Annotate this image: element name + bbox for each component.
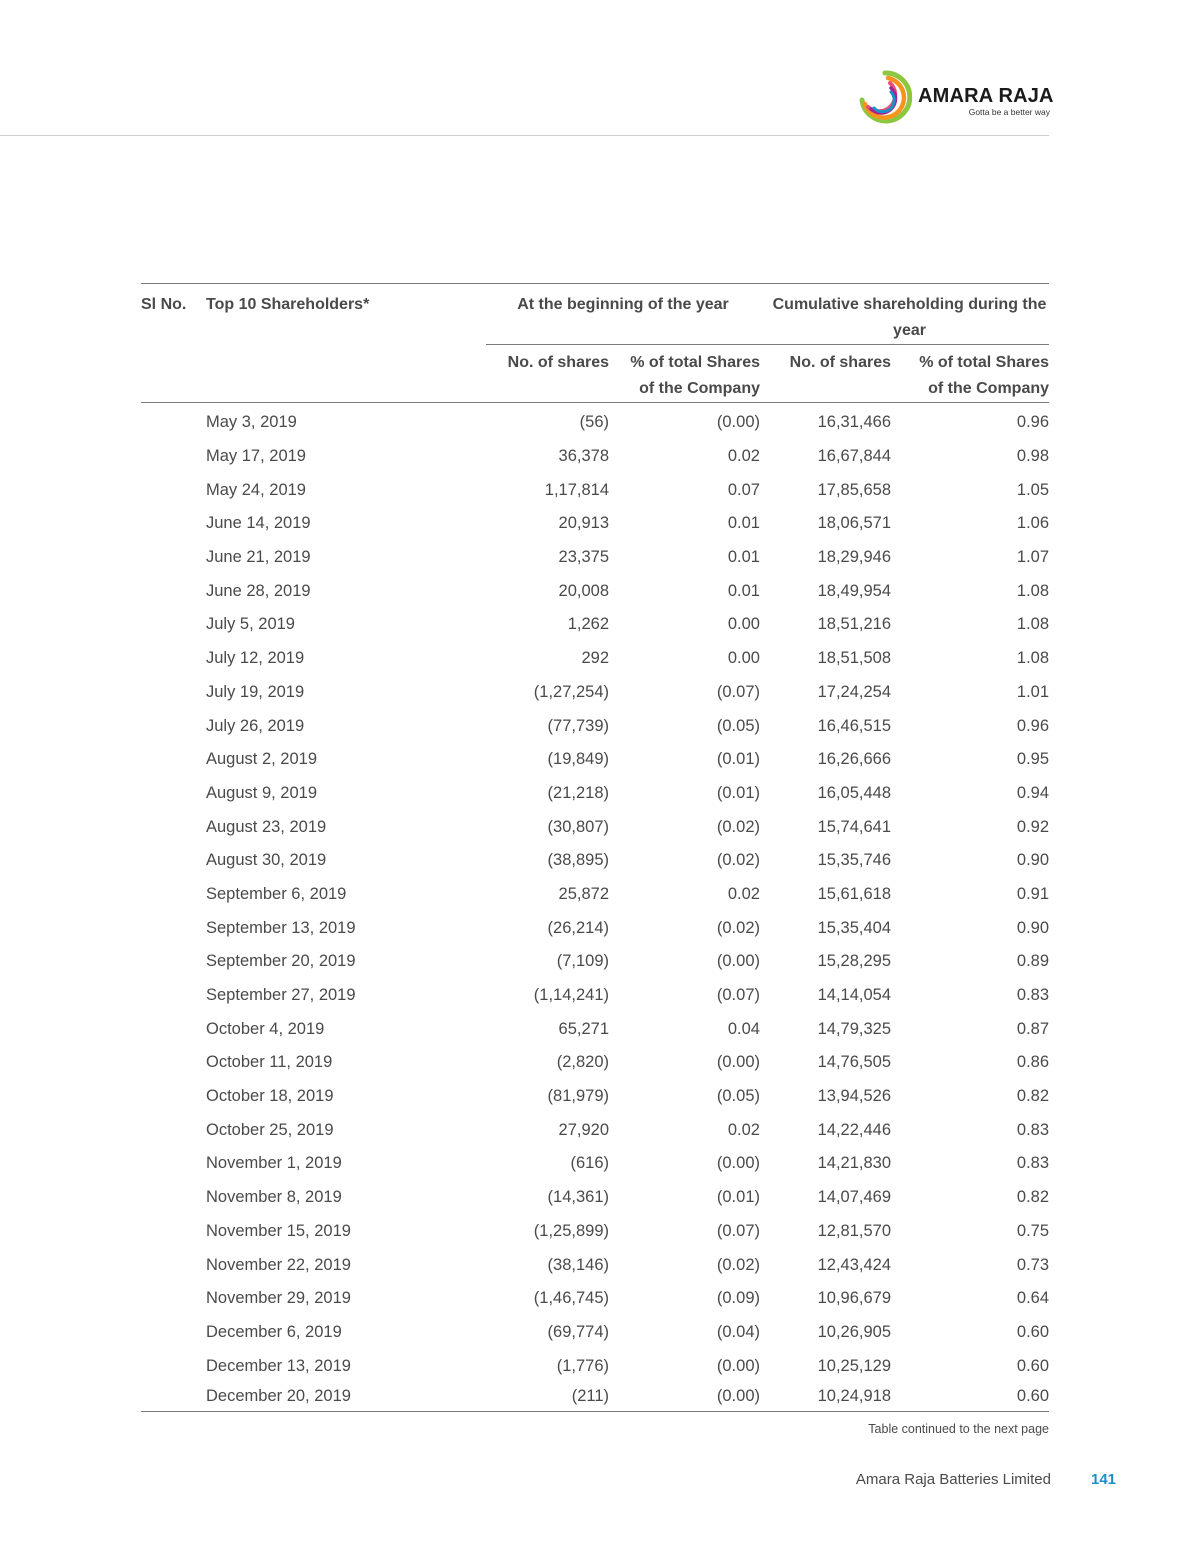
cell-date: September 13, 2019 xyxy=(206,918,356,937)
table-row xyxy=(141,777,1049,811)
cell-date: November 8, 2019 xyxy=(206,1188,342,1207)
cell-cumulative-shares: 18,51,508 xyxy=(817,649,891,668)
cell-cumulative-pct: 0.73 xyxy=(1016,1255,1050,1274)
cell-date: October 18, 2019 xyxy=(206,1087,334,1106)
cell-date: October 11, 2019 xyxy=(206,1053,333,1072)
cell-date: August 9, 2019 xyxy=(206,783,318,802)
cell-date: July 5, 2019 xyxy=(206,615,295,634)
cell-pct: (0.09) xyxy=(716,1289,760,1308)
cell-sl-no xyxy=(141,1383,206,1412)
cell-sl-no xyxy=(141,541,206,575)
cell-sl-no xyxy=(141,1147,206,1181)
cell-cumulative-pct: 0.82 xyxy=(1016,1087,1050,1106)
table-row xyxy=(141,440,1049,474)
table-row xyxy=(141,979,1049,1013)
cell-shares: (211) xyxy=(486,1383,609,1412)
cell-sl-no xyxy=(141,473,206,507)
cell-date: May 17, 2019 xyxy=(206,447,306,466)
cell-date: November 1, 2019 xyxy=(206,1154,342,1173)
cell-cumulative-shares: 15,74,641 xyxy=(817,817,891,836)
table-row xyxy=(141,473,1049,507)
cell-cumulative-shares: 16,46,515 xyxy=(817,716,891,735)
cell-sl-no xyxy=(141,878,206,912)
cell-shares: 20,913 xyxy=(558,514,609,533)
cell-shares: (38,146) xyxy=(547,1255,609,1274)
cell-pct: 0.02 xyxy=(727,447,760,466)
cell-cumulative-shares: 10,24,918 xyxy=(760,1383,891,1412)
cell-cumulative-pct: 0.83 xyxy=(1016,1120,1050,1139)
table-row xyxy=(141,709,1049,743)
cell-sl-no xyxy=(141,945,206,979)
cell-sl-no xyxy=(141,1012,206,1046)
cell-cumulative-shares: 17,85,658 xyxy=(817,480,891,499)
cell-pct: (0.00) xyxy=(716,1356,760,1375)
cell-pct: (0.02) xyxy=(716,817,760,836)
cell-sl-no xyxy=(141,911,206,945)
cell-sl-no xyxy=(141,1080,206,1114)
cell-pct: (0.01) xyxy=(716,750,760,769)
cell-sl-no xyxy=(141,1248,206,1282)
cell-sl-no xyxy=(141,979,206,1013)
cell-date: November 22, 2019 xyxy=(206,1255,351,1274)
header-no-of-shares-beginning: No. of shares xyxy=(486,345,609,403)
table-row xyxy=(141,1046,1049,1080)
cell-date: August 23, 2019 xyxy=(206,817,327,836)
cell-sl-no xyxy=(141,440,206,474)
cell-pct: (0.00) xyxy=(716,1154,760,1173)
cell-cumulative-pct: 0.89 xyxy=(1016,952,1050,971)
table-continued-note: Table continued to the next page xyxy=(868,1422,1049,1436)
cell-sl-no xyxy=(141,507,206,541)
cell-date: December 13, 2019 xyxy=(206,1356,351,1375)
cell-cumulative-shares: 15,35,746 xyxy=(817,851,891,870)
cell-cumulative-pct: 0.82 xyxy=(1016,1188,1050,1207)
cell-shares: 1,17,814 xyxy=(544,480,609,499)
cell-pct: (0.00) xyxy=(716,1053,760,1072)
cell-cumulative-pct: 0.92 xyxy=(1016,817,1050,836)
cell-date: December 6, 2019 xyxy=(206,1322,342,1341)
logo-wordmark: AMARA RAJA xyxy=(918,85,1054,107)
table-row xyxy=(141,507,1049,541)
cell-sl-no xyxy=(141,403,206,440)
table-row xyxy=(141,1147,1049,1181)
cell-cumulative-pct: 0.96 xyxy=(1016,716,1050,735)
cell-date: June 28, 2019 xyxy=(206,581,311,600)
cell-sl-no xyxy=(141,1046,206,1080)
cell-pct: 0.01 xyxy=(727,514,760,533)
cell-cumulative-shares: 14,21,830 xyxy=(817,1154,891,1173)
cell-date: November 29, 2019 xyxy=(206,1289,351,1308)
cell-cumulative-pct: 1.08 xyxy=(1016,615,1050,634)
cell-cumulative-pct: 0.96 xyxy=(1016,413,1050,432)
table-row xyxy=(141,844,1049,878)
cell-cumulative-shares: 18,51,216 xyxy=(817,615,891,634)
cell-shares: (1,27,254) xyxy=(533,682,609,701)
cell-cumulative-pct: 0.60 xyxy=(1016,1356,1050,1375)
cell-shares: 292 xyxy=(581,649,609,668)
cell-pct: 0.07 xyxy=(727,480,760,499)
header-top-shareholders: Top 10 Shareholders* xyxy=(206,284,486,345)
cell-cumulative-pct: 0.83 xyxy=(1016,1154,1050,1173)
cell-cumulative-pct: 0.90 xyxy=(1016,851,1050,870)
cell-pct: 0.00 xyxy=(727,615,760,634)
cell-cumulative-shares: 15,35,404 xyxy=(817,918,891,937)
cell-date: August 30, 2019 xyxy=(206,851,327,870)
cell-sl-no xyxy=(141,1181,206,1215)
table-row xyxy=(141,1113,1049,1147)
cell-shares: (81,979) xyxy=(547,1087,609,1106)
cell-cumulative-shares: 14,14,054 xyxy=(817,986,891,1005)
cell-cumulative-shares: 14,22,446 xyxy=(817,1120,891,1139)
cell-cumulative-shares: 17,24,254 xyxy=(817,682,891,701)
cell-shares: (2,820) xyxy=(556,1053,609,1072)
header-spacer xyxy=(141,345,206,403)
table-row xyxy=(141,1080,1049,1114)
cell-pct: (0.05) xyxy=(716,716,760,735)
table-row xyxy=(141,1282,1049,1316)
cell-cumulative-pct: 0.83 xyxy=(1016,986,1050,1005)
cell-cumulative-pct: 0.86 xyxy=(1016,1053,1050,1072)
cell-shares: (77,739) xyxy=(547,716,609,735)
cell-shares: (26,214) xyxy=(547,918,609,937)
cell-cumulative-pct: 1.07 xyxy=(1016,548,1050,567)
cell-sl-no xyxy=(141,810,206,844)
cell-pct: 0.02 xyxy=(727,1120,760,1139)
header-cumulative-shareholding: Cumulative shareholding during the year xyxy=(760,284,1049,345)
table-row xyxy=(141,878,1049,912)
cell-cumulative-shares: 16,26,666 xyxy=(817,750,891,769)
cell-shares: (38,895) xyxy=(547,851,609,870)
cell-shares: (1,14,241) xyxy=(533,986,609,1005)
table-row xyxy=(141,1012,1049,1046)
header-sl-no: Sl No. xyxy=(141,284,206,345)
table-row xyxy=(141,1316,1049,1350)
cell-cumulative-pct: 1.08 xyxy=(1016,649,1050,668)
cell-sl-no xyxy=(141,642,206,676)
cell-cumulative-pct: 0.75 xyxy=(1016,1221,1050,1240)
cell-shares: 65,271 xyxy=(558,1019,609,1038)
cell-sl-no xyxy=(141,1282,206,1316)
cell-cumulative-shares: 18,06,571 xyxy=(817,514,891,533)
cell-sl-no xyxy=(141,676,206,710)
cell-cumulative-pct: 0.90 xyxy=(1016,918,1050,937)
cell-date: November 15, 2019 xyxy=(206,1221,351,1240)
header-pct-total-beginning: % of total Shares of the Company xyxy=(609,345,760,403)
cell-cumulative-pct: 0.87 xyxy=(1016,1019,1050,1038)
cell-cumulative-shares: 14,76,505 xyxy=(817,1053,891,1072)
cell-sl-no xyxy=(141,777,206,811)
cell-cumulative-shares: 16,67,844 xyxy=(817,447,891,466)
cell-pct: (0.01) xyxy=(716,783,760,802)
cell-shares: (7,109) xyxy=(556,952,609,971)
table-row xyxy=(141,1383,1049,1412)
cell-pct: 0.00 xyxy=(727,649,760,668)
cell-sl-no xyxy=(141,1349,206,1383)
cell-date: July 26, 2019 xyxy=(206,716,305,735)
table-row xyxy=(141,945,1049,979)
table-body xyxy=(141,403,1049,1412)
cell-cumulative-shares: 18,49,954 xyxy=(817,581,891,600)
cell-cumulative-shares: 15,28,295 xyxy=(817,952,891,971)
table-row xyxy=(141,911,1049,945)
cell-date: October 25, 2019 xyxy=(206,1120,334,1139)
cell-cumulative-shares: 13,94,526 xyxy=(817,1087,891,1106)
cell-pct: (0.07) xyxy=(716,682,760,701)
cell-pct: 0.02 xyxy=(727,884,760,903)
footer-company-name: Amara Raja Batteries Limited xyxy=(855,1471,1051,1488)
cell-date: December 20, 2019 xyxy=(206,1383,486,1412)
cell-shares: 1,262 xyxy=(567,615,609,634)
logo-tagline: Gotta be a better way xyxy=(968,107,1050,117)
cell-shares: (1,25,899) xyxy=(533,1221,609,1240)
cell-cumulative-shares: 10,96,679 xyxy=(817,1289,891,1308)
cell-shares: 27,920 xyxy=(558,1120,609,1139)
cell-date: July 12, 2019 xyxy=(206,649,305,668)
cell-cumulative-pct: 1.08 xyxy=(1016,581,1050,600)
logo-swirl-icon xyxy=(858,70,912,124)
cell-date: October 4, 2019 xyxy=(206,1019,325,1038)
cell-shares: 25,872 xyxy=(558,884,609,903)
table-row xyxy=(141,676,1049,710)
cell-pct: (0.00) xyxy=(609,1383,760,1412)
cell-date: June 14, 2019 xyxy=(206,514,311,533)
cell-date: September 6, 2019 xyxy=(206,884,347,903)
cell-shares: (56) xyxy=(579,413,609,432)
table-row xyxy=(141,1349,1049,1383)
cell-shares: 23,375 xyxy=(558,548,609,567)
header-spacer xyxy=(206,345,486,403)
cell-cumulative-shares: 12,43,424 xyxy=(817,1255,891,1274)
cell-shares: (19,849) xyxy=(547,750,609,769)
header-divider xyxy=(0,135,1049,136)
table-row xyxy=(141,1248,1049,1282)
cell-shares: (30,807) xyxy=(547,817,609,836)
cell-shares: (1,46,745) xyxy=(533,1289,609,1308)
cell-cumulative-shares: 14,79,325 xyxy=(817,1019,891,1038)
cell-sl-no xyxy=(141,574,206,608)
table-row xyxy=(141,403,1049,440)
table-row xyxy=(141,1181,1049,1215)
cell-sl-no xyxy=(141,608,206,642)
cell-sl-no xyxy=(141,709,206,743)
table-row xyxy=(141,541,1049,575)
cell-cumulative-shares: 10,26,905 xyxy=(817,1322,891,1341)
cell-cumulative-pct: 0.60 xyxy=(891,1383,1049,1412)
cell-date: May 24, 2019 xyxy=(206,480,306,499)
header-no-of-shares-cumulative: No. of shares xyxy=(760,345,891,403)
cell-cumulative-pct: 1.01 xyxy=(1016,682,1050,701)
cell-pct: 0.01 xyxy=(727,581,760,600)
cell-sl-no xyxy=(141,1113,206,1147)
header-beginning-of-year: At the beginning of the year xyxy=(486,284,760,345)
cell-cumulative-shares: 10,25,129 xyxy=(817,1356,891,1375)
cell-pct: (0.00) xyxy=(716,413,760,432)
cell-cumulative-shares: 15,61,618 xyxy=(817,884,891,903)
shareholding-table xyxy=(141,283,1049,1412)
table-row xyxy=(141,574,1049,608)
cell-cumulative-pct: 0.60 xyxy=(1016,1322,1050,1341)
table-row xyxy=(141,608,1049,642)
cell-cumulative-shares: 14,07,469 xyxy=(817,1188,891,1207)
cell-shares: (14,361) xyxy=(547,1188,609,1207)
cell-cumulative-pct: 1.06 xyxy=(1016,514,1050,533)
cell-date: June 21, 2019 xyxy=(206,548,311,567)
cell-pct: (0.07) xyxy=(716,1221,760,1240)
cell-pct: (0.02) xyxy=(716,918,760,937)
cell-cumulative-pct: 0.64 xyxy=(1016,1289,1050,1308)
cell-pct: (0.02) xyxy=(716,851,760,870)
cell-pct: (0.01) xyxy=(716,1188,760,1207)
cell-cumulative-shares: 18,29,946 xyxy=(817,548,891,567)
company-logo xyxy=(858,70,1054,124)
cell-cumulative-shares: 16,31,466 xyxy=(817,413,891,432)
cell-pct: 0.04 xyxy=(727,1019,760,1038)
cell-cumulative-pct: 0.94 xyxy=(1016,783,1050,802)
cell-pct: (0.02) xyxy=(716,1255,760,1274)
cell-pct: (0.04) xyxy=(716,1322,760,1341)
cell-cumulative-pct: 0.98 xyxy=(1016,447,1050,466)
table-row xyxy=(141,743,1049,777)
table-row xyxy=(141,1215,1049,1249)
cell-shares: 20,008 xyxy=(558,581,609,600)
cell-date: September 20, 2019 xyxy=(206,952,356,971)
cell-shares: (616) xyxy=(570,1154,609,1173)
cell-date: September 27, 2019 xyxy=(206,986,356,1005)
header-pct-total-cumulative: % of total Shares of the Company xyxy=(891,345,1049,403)
page-number: 141 xyxy=(1091,1471,1117,1488)
table-row xyxy=(141,642,1049,676)
cell-cumulative-shares: 16,05,448 xyxy=(817,783,891,802)
cell-date: August 2, 2019 xyxy=(206,750,318,769)
cell-shares: 36,378 xyxy=(558,447,609,466)
cell-sl-no xyxy=(141,1316,206,1350)
cell-cumulative-shares: 12,81,570 xyxy=(817,1221,891,1240)
cell-pct: (0.07) xyxy=(716,986,760,1005)
cell-shares: (69,774) xyxy=(547,1322,609,1341)
table-row xyxy=(141,810,1049,844)
cell-shares: (21,218) xyxy=(547,783,609,802)
cell-date: May 3, 2019 xyxy=(206,413,297,432)
cell-pct: (0.05) xyxy=(716,1087,760,1106)
cell-date: July 19, 2019 xyxy=(206,682,305,701)
cell-sl-no xyxy=(141,1215,206,1249)
cell-pct: (0.00) xyxy=(716,952,760,971)
cell-shares: (1,776) xyxy=(556,1356,609,1375)
cell-cumulative-pct: 0.95 xyxy=(1016,750,1050,769)
cell-sl-no xyxy=(141,743,206,777)
cell-cumulative-pct: 0.91 xyxy=(1016,884,1050,903)
cell-pct: 0.01 xyxy=(727,548,760,567)
cell-sl-no xyxy=(141,844,206,878)
cell-cumulative-pct: 1.05 xyxy=(1016,480,1050,499)
shareholding-table-container xyxy=(141,283,1049,1412)
